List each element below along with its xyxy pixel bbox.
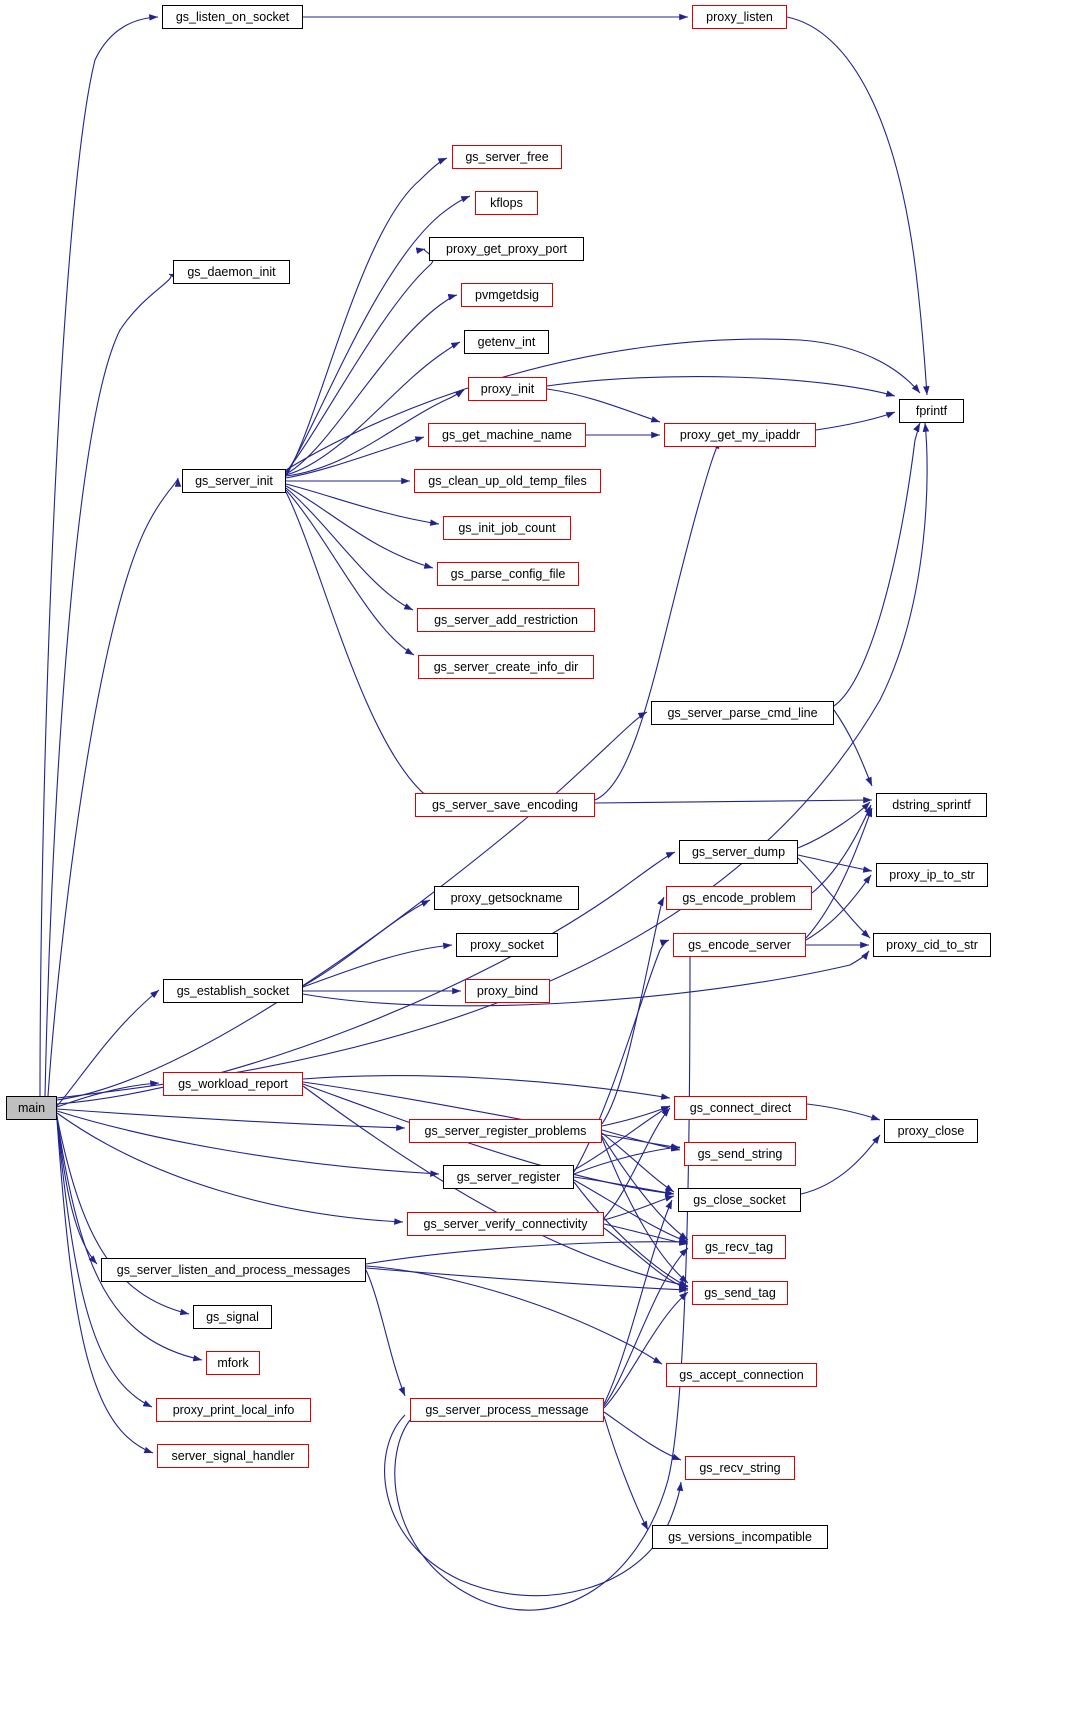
node-gs-versions-incompatible[interactable]: gs_versions_incompatible: [652, 1525, 828, 1549]
node-fprintf[interactable]: fprintf: [899, 399, 964, 423]
node-gs-connect-direct[interactable]: gs_connect_direct: [674, 1096, 807, 1120]
node-gs-server-create-info-dir[interactable]: gs_server_create_info_dir: [418, 655, 594, 679]
node-proxy-getsockname[interactable]: proxy_getsockname: [434, 886, 579, 910]
node-gs-daemon-init[interactable]: gs_daemon_init: [173, 260, 290, 284]
node-gs-server-init[interactable]: gs_server_init: [182, 469, 286, 493]
node-gs-clean-up-old-temp-files[interactable]: gs_clean_up_old_temp_files: [414, 469, 601, 493]
node-gs-encode-server[interactable]: gs_encode_server: [673, 933, 806, 957]
node-gs-server-verify-connectivity[interactable]: gs_server_verify_connectivity: [407, 1212, 604, 1236]
node-gs-server-parse-cmd-line[interactable]: gs_server_parse_cmd_line: [651, 701, 834, 725]
node-gs-recv-tag[interactable]: gs_recv_tag: [692, 1235, 786, 1259]
node-dstring-sprintf[interactable]: dstring_sprintf: [876, 793, 987, 817]
node-gs-server-register-problems[interactable]: gs_server_register_problems: [409, 1119, 602, 1143]
node-gs-recv-string[interactable]: gs_recv_string: [685, 1456, 795, 1480]
node-main[interactable]: main: [6, 1096, 57, 1120]
node-proxy-bind[interactable]: proxy_bind: [465, 979, 550, 1003]
node-gs-server-add-restriction[interactable]: gs_server_add_restriction: [417, 608, 595, 632]
node-gs-signal[interactable]: gs_signal: [193, 1305, 272, 1329]
node-server-signal-handler[interactable]: server_signal_handler: [157, 1444, 309, 1468]
node-gs-server-free[interactable]: gs_server_free: [452, 145, 562, 169]
node-gs-server-register[interactable]: gs_server_register: [443, 1165, 574, 1189]
node-kflops[interactable]: kflops: [475, 191, 538, 215]
node-gs-get-machine-name[interactable]: gs_get_machine_name: [428, 423, 586, 447]
node-gs-accept-connection[interactable]: gs_accept_connection: [666, 1363, 817, 1387]
node-proxy-listen[interactable]: proxy_listen: [692, 5, 787, 29]
node-gs-init-job-count[interactable]: gs_init_job_count: [443, 516, 571, 540]
node-pvmgetdsig[interactable]: pvmgetdsig: [461, 283, 553, 307]
node-gs-listen-on-socket[interactable]: gs_listen_on_socket: [162, 5, 303, 29]
node-gs-send-string[interactable]: gs_send_string: [684, 1142, 796, 1166]
node-getenv-int[interactable]: getenv_int: [464, 330, 549, 354]
node-gs-workload-report[interactable]: gs_workload_report: [163, 1072, 303, 1096]
node-proxy-init[interactable]: proxy_init: [468, 377, 547, 401]
node-proxy-print-local-info[interactable]: proxy_print_local_info: [156, 1398, 311, 1422]
node-gs-close-socket[interactable]: gs_close_socket: [678, 1188, 801, 1212]
node-gs-encode-problem[interactable]: gs_encode_problem: [666, 886, 812, 910]
node-gs-server-process-message[interactable]: gs_server_process_message: [410, 1398, 604, 1422]
node-mfork[interactable]: mfork: [206, 1351, 260, 1375]
node-gs-parse-config-file[interactable]: gs_parse_config_file: [437, 562, 579, 586]
node-proxy-get-my-ipaddr[interactable]: proxy_get_my_ipaddr: [664, 423, 816, 447]
node-proxy-get-proxy-port[interactable]: proxy_get_proxy_port: [429, 237, 584, 261]
node-proxy-close[interactable]: proxy_close: [884, 1119, 978, 1143]
node-gs-send-tag[interactable]: gs_send_tag: [692, 1281, 788, 1305]
node-gs-server-dump[interactable]: gs_server_dump: [679, 840, 798, 864]
node-proxy-socket[interactable]: proxy_socket: [456, 933, 558, 957]
node-proxy-cid-to-str[interactable]: proxy_cid_to_str: [873, 933, 991, 957]
node-gs-server-save-encoding[interactable]: gs_server_save_encoding: [415, 793, 595, 817]
node-proxy-ip-to-str[interactable]: proxy_ip_to_str: [876, 863, 988, 887]
node-gs-server-listen-and-process-messages[interactable]: gs_server_listen_and_process_messages: [101, 1258, 366, 1282]
node-gs-establish-socket[interactable]: gs_establish_socket: [163, 979, 303, 1003]
